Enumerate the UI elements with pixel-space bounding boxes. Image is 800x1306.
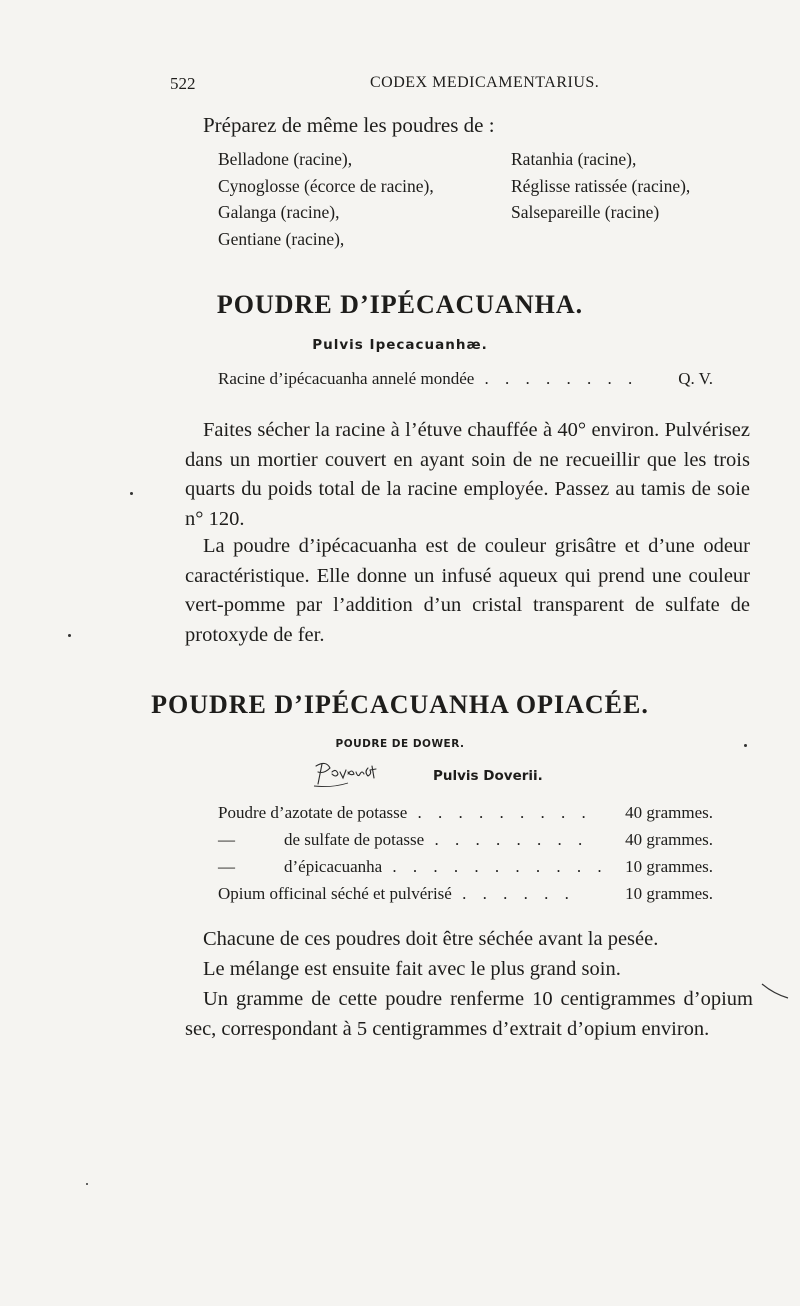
paper-speck [68, 634, 71, 637]
formula-row [218, 884, 713, 911]
paragraph-description: La poudre d’ipécacuanha est de couleur grisâtre et d’une odeur caractéristique. Elle donne un infusé aqueux qui prend une couleur vert-pomme par l’addition d’un cristal transparent de sulfate de protoxyde de fer. [185, 535, 750, 646]
ingredient-line [218, 369, 713, 389]
plant-list-right [511, 146, 690, 226]
latin-title-ipecacuanha: Pulvis Ipecacuanhæ. [312, 337, 488, 353]
formula-table [218, 803, 713, 911]
row-label: de sulfate de potasse [284, 830, 425, 849]
paragraph-preparation: Faites sécher la racine à l’étuve chauffée à 40° environ. Pulvérisez dans un mortier couvert en ayant soin de ne recueillir que les trois quarts du poids total de la racine employée. Passez au tamis de soie n° 120. [185, 419, 750, 530]
ditto-dash: — [218, 857, 235, 876]
row-amount: 40 grammes. [625, 830, 713, 849]
formula-row [218, 830, 713, 857]
ditto-dash: — [218, 830, 235, 849]
plant-item: Galanga (racine), [218, 202, 340, 222]
row-label: d’épicacuanha [284, 857, 383, 876]
row-amount: 10 grammes. [625, 884, 713, 903]
plant-item: Gentiane (racine), [218, 228, 345, 249]
row-label: Opium officinal séché et pulvérisé [218, 884, 452, 903]
plant-item: Salsepareille (racine) [511, 202, 660, 222]
page-header [170, 74, 730, 98]
ingredient-name: Racine d’ipécacuanha annelé mondée [218, 369, 475, 388]
row-label: Poudre d’azotate de potasse [218, 803, 408, 822]
plant-list-left [218, 146, 434, 252]
leader-dots: . . . . . . [451, 884, 575, 903]
margin-mark [760, 980, 790, 1004]
leader-dots: . . . . . . . . [424, 830, 589, 849]
paragraph-composition [185, 984, 753, 1044]
plant-item: Belladone (racine), [218, 149, 353, 169]
page-number: 522 [170, 74, 196, 93]
leader-dots: . . . . . . . . [474, 369, 639, 388]
latin-title-doverii: Pulvis Doverii. [433, 768, 543, 784]
running-head: CODEX MEDICAMENTARIUS. [370, 74, 600, 91]
plant-item: Réglisse ratissée (racine), [511, 175, 691, 196]
text-line: Le mélange est ensuite fait avec le plus grand soin. [203, 958, 621, 980]
text-block: Un gramme de cette poudre renferme 10 centigrammes d’opium sec, correspondant à 5 centigrammes d’extrait d’opium environ. [185, 988, 753, 1040]
paper-speck [744, 744, 747, 747]
plant-item: Ratanhia (racine), [511, 149, 637, 169]
paper-speck [130, 492, 133, 495]
paper-speck [86, 1183, 88, 1185]
formula-row [218, 857, 713, 884]
row-amount: 40 grammes. [625, 803, 713, 822]
section-title-opiacee: POUDRE D’IPÉCACUANHA OPIACÉE. [151, 690, 649, 719]
section-subtitle-dower: POUDRE DE DOWER. [335, 738, 465, 750]
formula-row [218, 803, 713, 830]
section-title-ipecacuanha: POUDRE D’IPÉCACUANHA. [216, 290, 584, 319]
text-line: Chacune de ces poudres doit être séchée avant la pesée. [203, 928, 659, 950]
plant-item: Cynoglosse (écorce de racine), [218, 175, 434, 196]
leader-dots: . . . . . . . . . [407, 803, 592, 822]
leader-dots: . . . . . . . . . . . [382, 857, 608, 876]
row-amount: 10 grammes. [625, 857, 713, 876]
ingredient-quantity: Q. V. [678, 369, 713, 388]
handwritten-annotation [312, 758, 380, 792]
intro-line: Préparez de même les poudres de : [203, 113, 495, 137]
paragraph-drying [203, 924, 753, 984]
